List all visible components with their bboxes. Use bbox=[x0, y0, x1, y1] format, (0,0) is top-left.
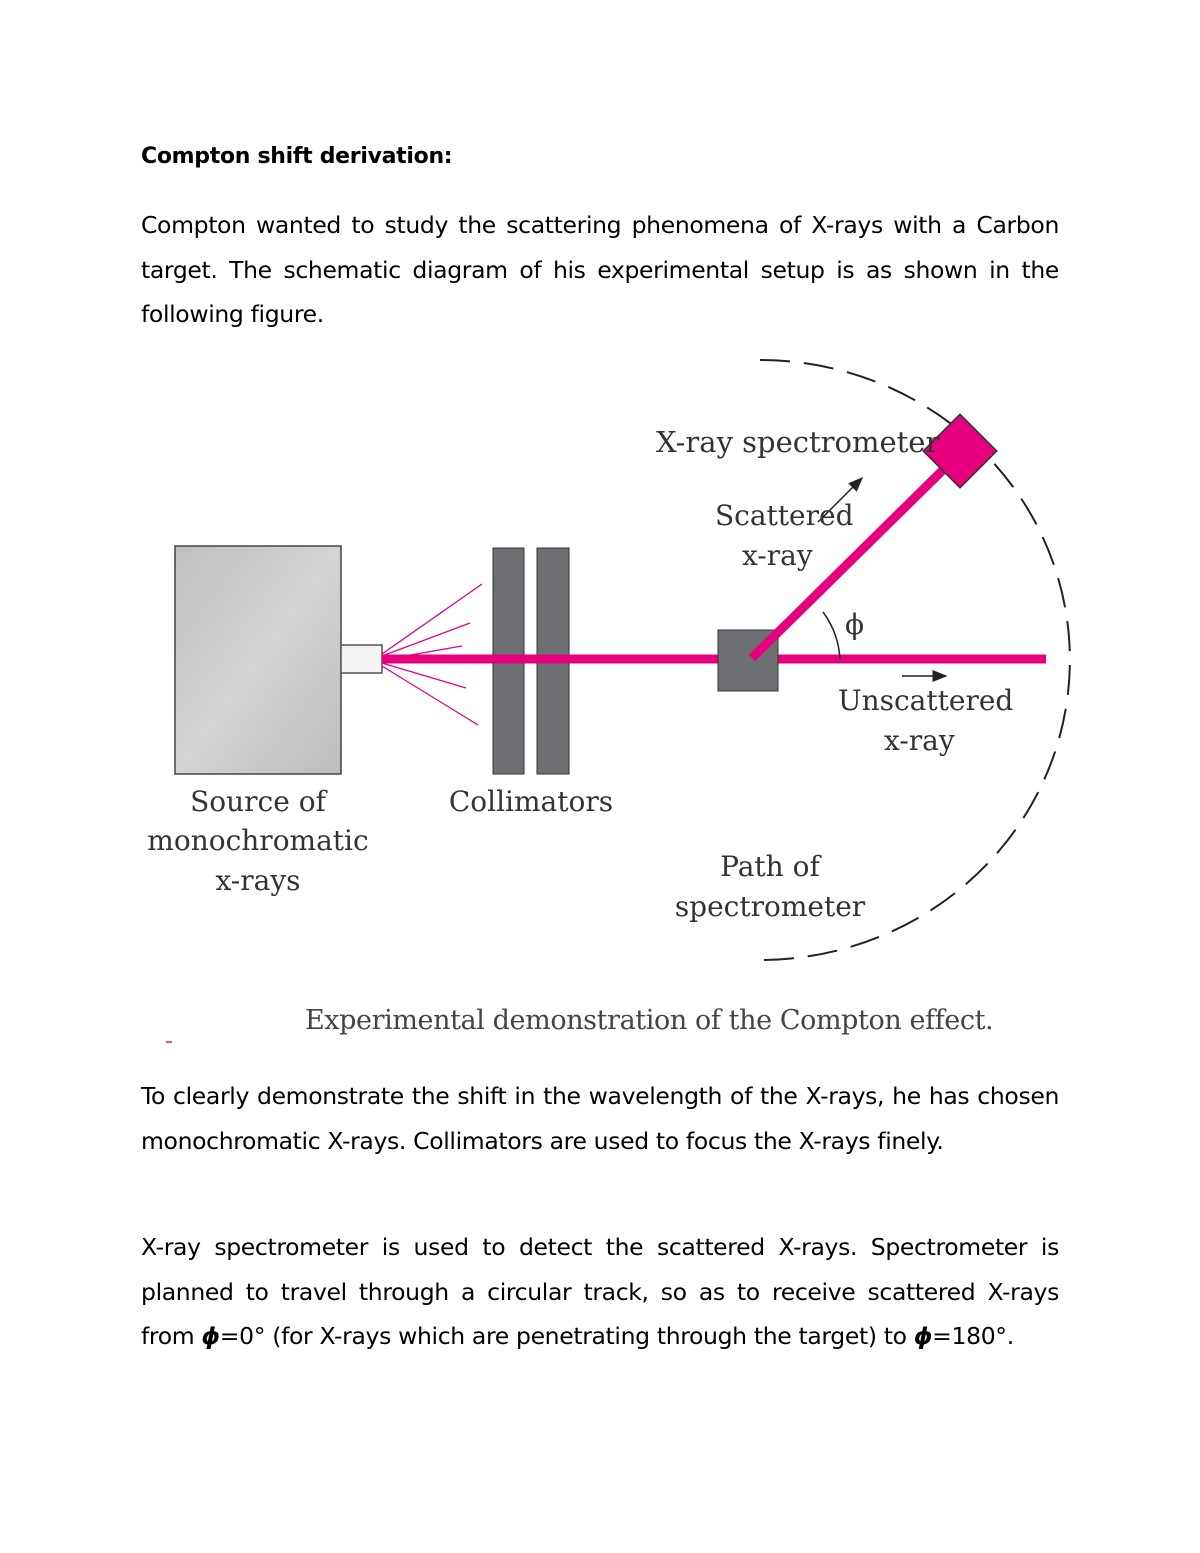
phi-symbol-2: ϕ bbox=[913, 1322, 933, 1350]
para3-text-2: =0° (for X-rays which are penetrating through the target) to bbox=[219, 1322, 914, 1350]
label-source-line3: x-rays bbox=[215, 864, 301, 897]
figure-caption: Experimental demonstration of the Compton effect. bbox=[305, 1005, 994, 1036]
label-source-line2: monochromatic bbox=[147, 824, 369, 857]
label-angle-phi: ϕ bbox=[845, 608, 865, 641]
paragraph-monochromatic: To clearly demonstrate the shift in the wavelength of the X-rays, he has chosen monochromatic X-rays. Collimators are used to focus the X-rays finely. bbox=[141, 1082, 1059, 1155]
phi-symbol-1: ϕ bbox=[201, 1322, 220, 1350]
label-path-line2: spectrometer bbox=[674, 890, 866, 923]
para3-text-1: X-ray spectrometer is used to detect the scattered X-rays. Spectrometer is planned to travel through a circular track, so as to receive scattered X-rays from bbox=[141, 1233, 1059, 1350]
xray-source-box bbox=[175, 546, 341, 774]
label-unscattered-line1: Unscattered bbox=[838, 684, 1014, 717]
label-source-line1: Source of bbox=[190, 785, 326, 818]
label-scattered-line1: Scattered bbox=[715, 499, 854, 532]
red-mark-decoration bbox=[166, 1041, 172, 1043]
para3-text-3: =180°. bbox=[932, 1322, 1014, 1350]
document-heading: Compton shift derivation: bbox=[141, 144, 453, 169]
source-nozzle bbox=[341, 645, 382, 673]
label-path-line1: Path of bbox=[720, 850, 820, 883]
angle-arc bbox=[823, 612, 840, 659]
paragraph-intro: Compton wanted to study the scattering phenomena of X-rays with a Carbon target. The schematic diagram of his experimental setup is as shown in the following figure. bbox=[141, 211, 1059, 328]
label-collimators: Collimators bbox=[448, 785, 614, 818]
label-scattered-line2: x-ray bbox=[742, 539, 813, 572]
compton-setup-diagram bbox=[0, 340, 1200, 980]
label-xray-spectrometer: X-ray spectrometer bbox=[656, 425, 940, 459]
label-unscattered-line2: x-ray bbox=[884, 724, 955, 757]
paragraph-spectrometer bbox=[141, 1225, 1059, 1359]
